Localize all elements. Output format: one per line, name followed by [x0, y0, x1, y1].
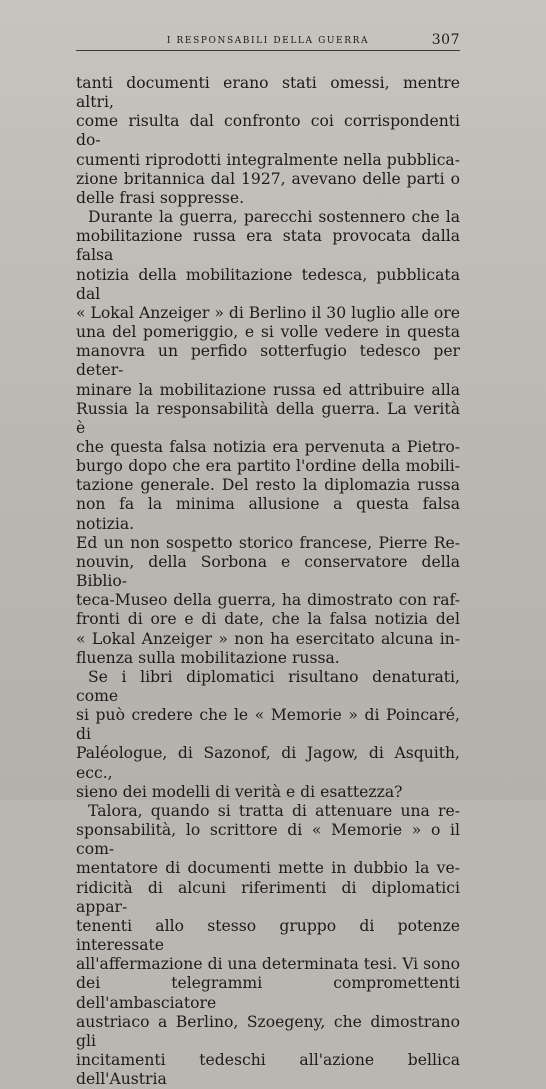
text-line: « Lokal Anzeiger » non ha esercitato alcuna in- — [76, 629, 460, 648]
text-line: Russia la responsabilità della guerra. La verità è — [76, 399, 460, 437]
text-line: dei telegrammi compromettenti dell'ambasciatore — [76, 974, 460, 1012]
text-line: notizia della mobilitazione tedesca, pubblicata dal — [76, 265, 460, 303]
text-line: nouvin, della Sorbona e conservatore della Biblio- — [76, 552, 460, 591]
text-line: tanti documenti erano stati omessi, mentre altri, — [76, 74, 460, 112]
text-line: all'affermazione di una determinata tesi. Vi sono — [76, 955, 460, 974]
text-line: « Lokal Anzeiger » di Berlino il 30 luglio alle ore — [76, 303, 460, 322]
text-line: Paléologue, di Sazonof, di Jagow, di Asquith, ecc., — [76, 744, 460, 782]
text-line: come risulta dal confronto coi corrispondenti do- — [76, 112, 460, 150]
page-number: 307 — [431, 32, 460, 48]
text-line: fronti di ore e di date, che la falsa notizia del — [76, 610, 460, 629]
running-title: I RESPONSABILI DELLA GUERRA — [166, 36, 370, 46]
text-line: Ed un non sospetto storico francese, Pierre Re- — [76, 533, 460, 552]
text-line: si può credere che le « Memorie » di Poincaré, di — [76, 706, 460, 744]
text-line: incitamenti tedeschi all'azione bellica dell'Austria — [76, 1050, 460, 1089]
text-line: sieno dei modelli di verità e di esattezza? — [76, 782, 403, 801]
text-line: non fa la minima allusione a questa falsa notizia. — [76, 495, 460, 533]
text-line: manovra un perfido sotterfugio tedesco per deter- — [76, 342, 460, 380]
text-line: zione britannica dal 1927, avevano delle parti o — [76, 169, 460, 188]
text-line: tenenti allo stesso gruppo di potenze interessate — [76, 916, 460, 955]
text-line: mentatore di documenti mette in dubbio la ve- — [76, 859, 460, 878]
text-line: burgo dopo che era partito l'ordine della mobili- — [76, 457, 460, 476]
running-header — [76, 30, 460, 51]
text-line: sponsabilità, lo scrittore di « Memorie » o il com- — [76, 821, 460, 859]
text-line: minare la mobilitazione russa ed attribuire alla — [76, 380, 460, 399]
text-line: una del pomeriggio, e si volle vedere in questa — [76, 323, 460, 342]
text-line: mobilitazione russa era stata provocata dalla falsa — [76, 227, 460, 265]
text-line: che questa falsa notizia era pervenuta a Pietro- — [76, 437, 460, 456]
text-line: teca-Museo della guerra, ha dimostrato con raf- — [76, 591, 460, 610]
text-line: Durante la guerra, parecchi sostennero che la — [88, 208, 460, 227]
body-text — [76, 74, 460, 1089]
text-line: fluenza sulla mobilitazione russa. — [76, 648, 340, 667]
text-line: ridicità di alcuni riferimenti di diplomatici appar- — [76, 878, 460, 916]
text-line: Talora, quando si tratta di attenuare una re- — [88, 801, 460, 820]
text-line: Se i libri diplomatici risultano denaturati, come — [76, 667, 460, 705]
text-line: austriaco a Berlino, Szoegeny, che dimostrano gli — [76, 1012, 460, 1050]
text-line: cumenti riprodotti integralmente nella pubblica- — [76, 150, 460, 169]
text-line: delle frasi soppresse. — [76, 188, 245, 207]
text-line: tazione generale. Del resto la diplomazia russa — [76, 476, 460, 495]
